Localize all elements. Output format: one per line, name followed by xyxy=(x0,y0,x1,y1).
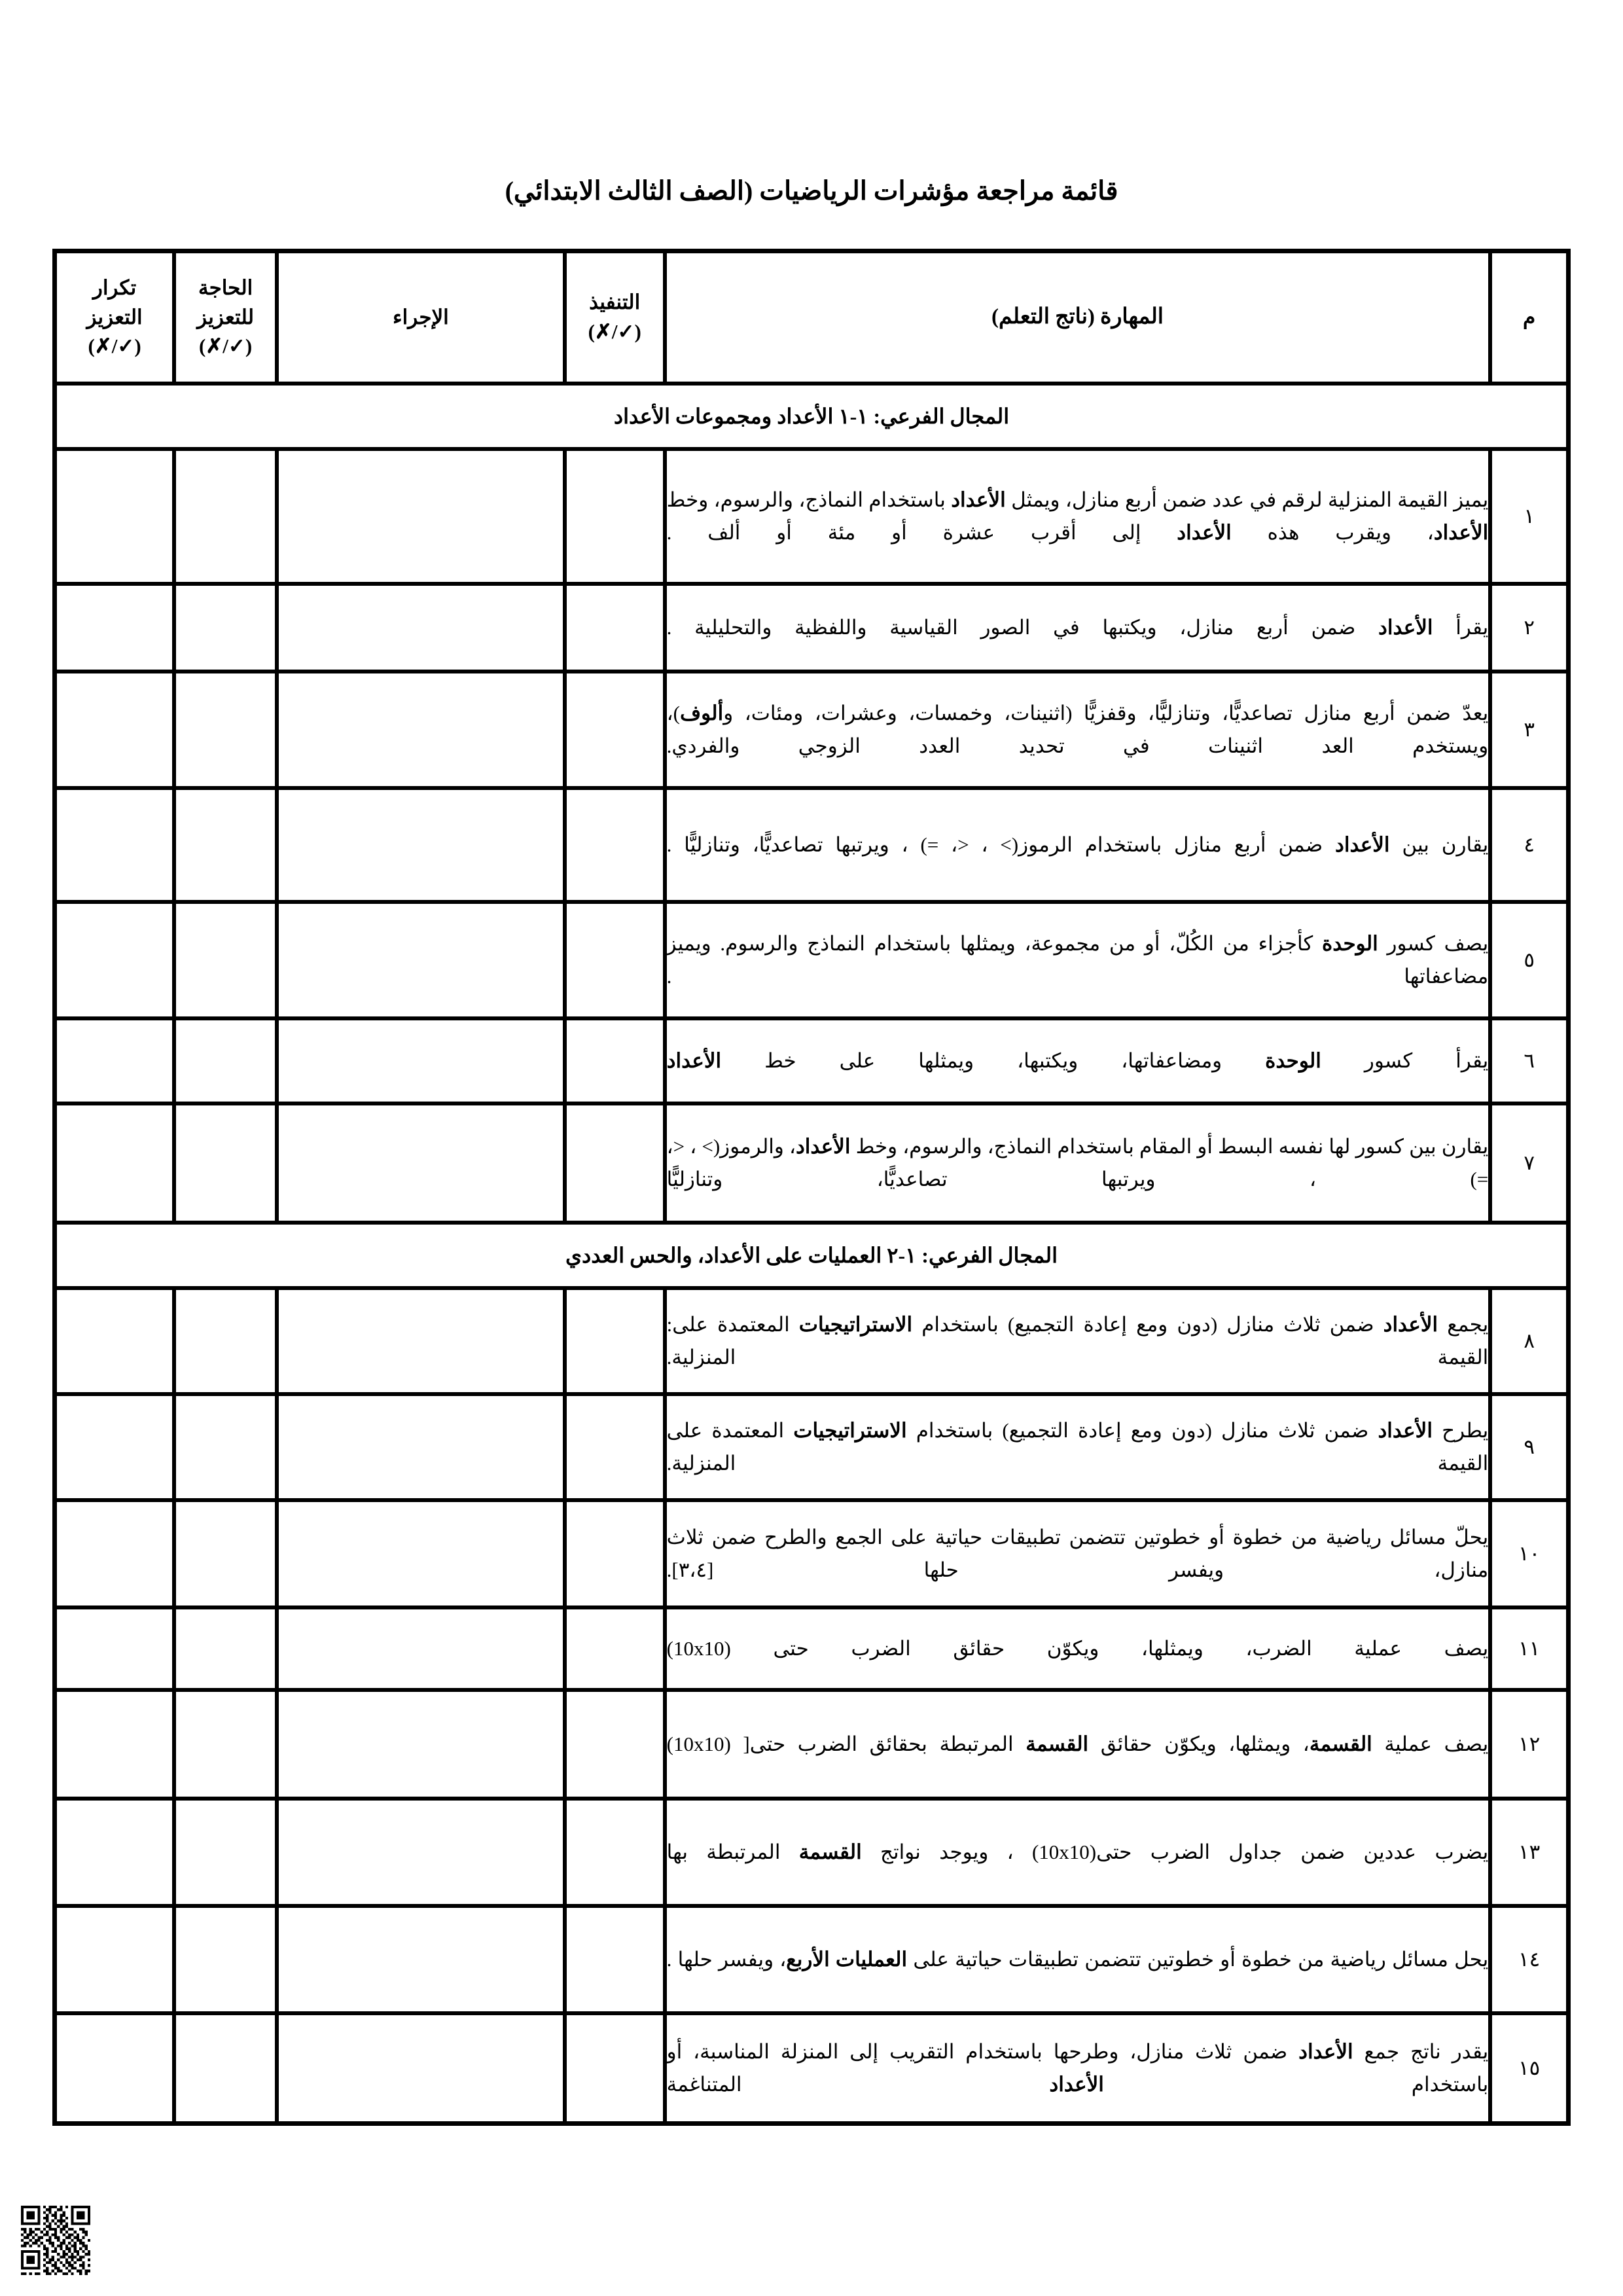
row-number: ٦ xyxy=(1490,1018,1568,1103)
column-header-need-line1: الحاجة xyxy=(198,276,253,299)
repeat-reinforcement-cell[interactable] xyxy=(55,788,174,902)
column-header-repeat-line1: تكرار xyxy=(92,276,137,299)
row-number: ١٤ xyxy=(1490,1906,1568,2013)
action-cell[interactable] xyxy=(277,1690,565,1799)
repeat-reinforcement-cell[interactable] xyxy=(55,1607,174,1690)
need-reinforcement-cell[interactable] xyxy=(174,1906,277,2013)
row-number: ٥ xyxy=(1490,902,1568,1018)
need-reinforcement-cell[interactable] xyxy=(174,2013,277,2123)
skill-text: يقارن بين كسور لها نفسه البسط أو المقام باستخدام النماذج، والرسوم، وخط الأعداد، والرموز(> ، <، =) ، ويرتبها تصاعديًّا، وتنازليًّا xyxy=(665,1103,1491,1223)
repeat-reinforcement-cell[interactable] xyxy=(55,2013,174,2123)
row-number: ٢ xyxy=(1490,584,1568,672)
execution-checkbox-cell[interactable] xyxy=(565,672,665,788)
need-reinforcement-cell[interactable] xyxy=(174,1799,277,1906)
table-row xyxy=(55,1018,1568,1103)
checklist-table-container xyxy=(52,249,1571,2126)
skill-text: يصف عملية الضرب، ويمثلها، ويكوّن حقائق الضرب حتى (10x10) xyxy=(665,1607,1491,1690)
column-header-repeat-line2: التعزيز xyxy=(86,305,143,329)
skill-text: يقرأ الأعداد ضمن أربع منازل، ويكتبها في الصور القياسية واللفظية والتحليلية . xyxy=(665,584,1491,672)
need-reinforcement-cell[interactable] xyxy=(174,1103,277,1223)
action-cell[interactable] xyxy=(277,788,565,902)
repeat-reinforcement-cell[interactable] xyxy=(55,1394,174,1500)
repeat-reinforcement-cell[interactable] xyxy=(55,1690,174,1799)
execution-checkbox-cell[interactable] xyxy=(565,1288,665,1394)
column-header-number xyxy=(1490,251,1568,384)
table-row xyxy=(55,1799,1568,1906)
skill-text: يضرب عددين ضمن جداول الضرب حتى(10x10) ، ويوجد نواتج القسمة المرتبطة بها xyxy=(665,1799,1491,1906)
row-number: ١ xyxy=(1490,449,1568,584)
column-header-action xyxy=(277,251,565,384)
execution-checkbox-cell[interactable] xyxy=(565,584,665,672)
action-cell[interactable] xyxy=(277,1288,565,1394)
row-number: ١٣ xyxy=(1490,1799,1568,1906)
table-row xyxy=(55,1607,1568,1690)
column-header-execution xyxy=(565,251,665,384)
skill-text: يطرح الأعداد ضمن ثلاث منازل (دون ومع إعادة التجميع) باستخدام الاستراتيجيات المعتمدة على القيمة المنزلية. xyxy=(665,1394,1491,1500)
action-cell[interactable] xyxy=(277,902,565,1018)
column-header-repeat-reinforcement xyxy=(55,251,174,384)
column-header-need-reinforcement xyxy=(174,251,277,384)
section-header-row xyxy=(55,1223,1568,1288)
table-row xyxy=(55,1690,1568,1799)
page-title: قائمة مراجعة مؤشرات الرياضيات (الصف الثالث الابتدائي) xyxy=(505,176,1118,206)
table-row xyxy=(55,1906,1568,2013)
execution-checkbox-cell[interactable] xyxy=(565,1103,665,1223)
row-number: ٧ xyxy=(1490,1103,1568,1223)
repeat-reinforcement-cell[interactable] xyxy=(55,1799,174,1906)
action-cell[interactable] xyxy=(277,1103,565,1223)
repeat-reinforcement-cell[interactable] xyxy=(55,1288,174,1394)
repeat-reinforcement-cell[interactable] xyxy=(55,902,174,1018)
skill-text: يميز القيمة المنزلية لرقم في عدد ضمن أربع منازل، ويمثل الأعداد باستخدام النماذج، والرسوم، وخط الأعداد، ويقرب هذه الأعداد إلى أقرب عشرة أو مئة أو ألف . xyxy=(665,449,1491,584)
repeat-reinforcement-cell[interactable] xyxy=(55,584,174,672)
need-reinforcement-cell[interactable] xyxy=(174,449,277,584)
column-header-execution-marks: (✓/✗) xyxy=(588,320,641,343)
row-number: ١٠ xyxy=(1490,1500,1568,1607)
need-reinforcement-cell[interactable] xyxy=(174,788,277,902)
execution-checkbox-cell[interactable] xyxy=(565,1799,665,1906)
row-number: ٨ xyxy=(1490,1288,1568,1394)
execution-checkbox-cell[interactable] xyxy=(565,1690,665,1799)
section-title: المجال الفرعي: ١-٢ العمليات على الأعداد، والحس العددي xyxy=(55,1223,1568,1288)
execution-checkbox-cell[interactable] xyxy=(565,1394,665,1500)
column-header-number-label: م xyxy=(1523,305,1536,329)
table-row xyxy=(55,672,1568,788)
action-cell[interactable] xyxy=(277,584,565,672)
column-header-skill-label: المهارة (ناتج التعلم) xyxy=(991,305,1164,329)
column-header-action-label: الإجراء xyxy=(393,305,449,329)
row-number: ١١ xyxy=(1490,1607,1568,1690)
need-reinforcement-cell[interactable] xyxy=(174,1607,277,1690)
execution-checkbox-cell[interactable] xyxy=(565,788,665,902)
repeat-reinforcement-cell[interactable] xyxy=(55,1103,174,1223)
execution-checkbox-cell[interactable] xyxy=(565,902,665,1018)
row-number: ٤ xyxy=(1490,788,1568,902)
table-row xyxy=(55,1288,1568,1394)
row-number: ١٢ xyxy=(1490,1690,1568,1799)
table-body xyxy=(55,384,1568,2123)
repeat-reinforcement-cell[interactable] xyxy=(55,1018,174,1103)
column-header-need-marks: (✓/✗) xyxy=(199,334,253,358)
action-cell[interactable] xyxy=(277,1607,565,1690)
table-row xyxy=(55,902,1568,1018)
need-reinforcement-cell[interactable] xyxy=(174,1288,277,1394)
column-header-repeat-marks: (✓/✗) xyxy=(88,334,141,358)
table-header xyxy=(55,251,1568,384)
skill-text: يصف عملية القسمة، ويمثلها، ويكوّن حقائق القسمة المرتبطة بحقائق الضرب حتى[ (10x10) xyxy=(665,1690,1491,1799)
repeat-reinforcement-cell[interactable] xyxy=(55,1500,174,1607)
action-cell[interactable] xyxy=(277,1906,565,2013)
table-row xyxy=(55,2013,1568,2123)
row-number: ٣ xyxy=(1490,672,1568,788)
execution-checkbox-cell[interactable] xyxy=(565,1500,665,1607)
table-row xyxy=(55,788,1568,902)
repeat-reinforcement-cell[interactable] xyxy=(55,1906,174,2013)
table-row xyxy=(55,449,1568,584)
table-header-row xyxy=(55,251,1568,384)
need-reinforcement-cell[interactable] xyxy=(174,584,277,672)
need-reinforcement-cell[interactable] xyxy=(174,1500,277,1607)
skill-text: يحلّ مسائل رياضية من خطوة أو خطوتين تتضمن تطبيقات حياتية على الجمع والطرح ضمن ثلاث منازل، ويفسر حلها [٣،٤]. xyxy=(665,1500,1491,1607)
column-header-skill xyxy=(665,251,1491,384)
action-cell[interactable] xyxy=(277,1394,565,1500)
column-header-need-line2: للتعزيز xyxy=(197,305,255,329)
action-cell[interactable] xyxy=(277,2013,565,2123)
skill-text: يقارن بين الأعداد ضمن أربع منازل باستخدام الرموز(> ، <، =) ، ويرتبها تصاعديًّا، وتنازليًّا . xyxy=(665,788,1491,902)
skill-text: يقرأ كسور الوحدة ومضاعفاتها، ويكتبها، ويمثلها على خط الأعداد xyxy=(665,1018,1491,1103)
column-header-execution-label: التنفيذ xyxy=(589,291,641,314)
row-number: ٩ xyxy=(1490,1394,1568,1500)
table-row xyxy=(55,1394,1568,1500)
need-reinforcement-cell[interactable] xyxy=(174,1394,277,1500)
action-cell[interactable] xyxy=(277,1018,565,1103)
skill-text: يقدر ناتج جمع الأعداد ضمن ثلاث منازل، وطرحها باستخدام التقريب إلى المنزلة المناسبة، أو باستخدام الأعداد المتناغمة xyxy=(665,2013,1491,2123)
execution-checkbox-cell[interactable] xyxy=(565,1906,665,2013)
execution-checkbox-cell[interactable] xyxy=(565,1607,665,1690)
action-cell[interactable] xyxy=(277,1799,565,1906)
action-cell[interactable] xyxy=(277,672,565,788)
action-cell[interactable] xyxy=(277,449,565,584)
table-row xyxy=(55,584,1568,672)
math-indicators-checklist-table xyxy=(52,249,1571,2126)
action-cell[interactable] xyxy=(277,1500,565,1607)
skill-text: يجمع الأعداد ضمن ثلاث منازل (دون ومع إعادة التجميع) باستخدام الاستراتيجيات المعتمدة على: القيمة المنزلية. xyxy=(665,1288,1491,1394)
section-title: المجال الفرعي: ١-١ الأعداد ومجموعات الأعداد xyxy=(55,384,1568,449)
need-reinforcement-cell[interactable] xyxy=(174,1690,277,1799)
need-reinforcement-cell[interactable] xyxy=(174,1018,277,1103)
row-number: ١٥ xyxy=(1490,2013,1568,2123)
table-row xyxy=(55,1103,1568,1223)
qr-code xyxy=(21,2206,90,2275)
need-reinforcement-cell[interactable] xyxy=(174,672,277,788)
need-reinforcement-cell[interactable] xyxy=(174,902,277,1018)
section-header-row xyxy=(55,384,1568,449)
skill-text: يصف كسور الوحدة كأجزاء من الكُلّ، أو من مجموعة، ويمثلها باستخدام النماذج والرسوم. ويميز مضاعفاتها . xyxy=(665,902,1491,1018)
skill-text: يعدّ ضمن أربع منازل تصاعديًّا، وتنازليًّا، وقفزيًّا (اثنينات، وخمسات، وعشرات، ومئات، وألوف)، ويستخدم العد اثنينات في تحديد العدد الزوجي والفردي. xyxy=(665,672,1491,788)
skill-text: يحل مسائل رياضية من خطوة أو خطوتين تتضمن تطبيقات حياتية على العمليات الأربع، ويفسر حلها . xyxy=(665,1906,1491,2013)
table-row xyxy=(55,1500,1568,1607)
repeat-reinforcement-cell[interactable] xyxy=(55,672,174,788)
repeat-reinforcement-cell[interactable] xyxy=(55,449,174,584)
execution-checkbox-cell[interactable] xyxy=(565,2013,665,2123)
execution-checkbox-cell[interactable] xyxy=(565,449,665,584)
execution-checkbox-cell[interactable] xyxy=(565,1018,665,1103)
